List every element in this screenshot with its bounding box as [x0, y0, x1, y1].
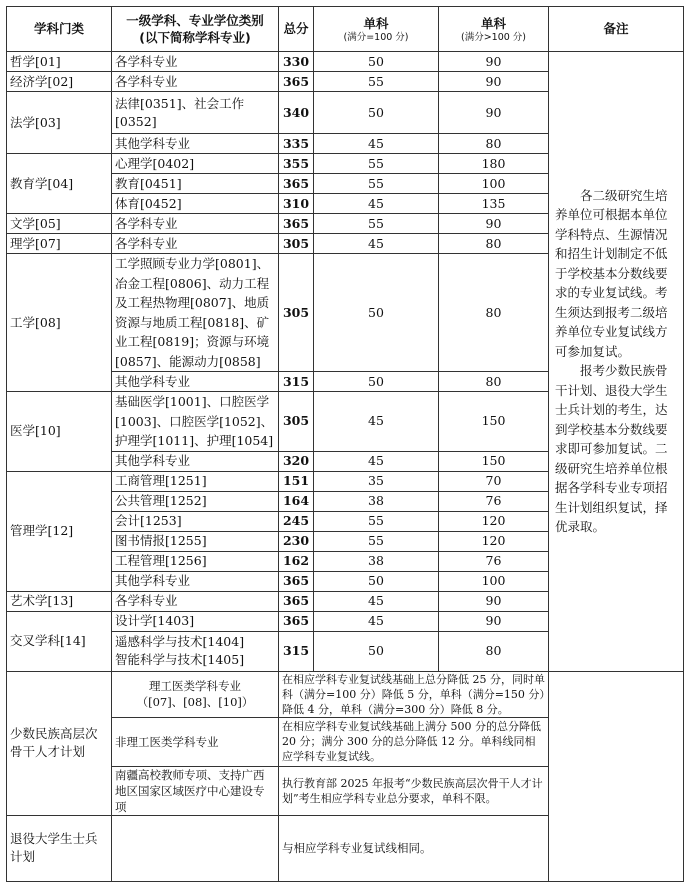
- single-100-cell: 45: [314, 134, 439, 154]
- total-cell: 365: [279, 214, 314, 234]
- major-cell: 教育[0451]: [112, 174, 279, 194]
- major-cell: 南疆高校教师专项、支持广西地区国家区域医疗中心建设专项: [112, 766, 279, 815]
- major-cell: 其他学科专业: [112, 571, 279, 591]
- major-cell: 体育[0452]: [112, 194, 279, 214]
- header-single-100: [314, 7, 439, 52]
- major-cell: 非理工医类学科专业: [112, 717, 279, 766]
- single-over-100-cell: 180: [439, 154, 549, 174]
- single-over-100-cell: 90: [439, 52, 549, 72]
- single-over-100-cell: 90: [439, 591, 549, 611]
- major-empty-cell: [112, 815, 279, 881]
- major-cell: 其他学科专业: [112, 134, 279, 154]
- header-row: [7, 7, 684, 52]
- single-100-cell: 55: [314, 214, 439, 234]
- single-100-cell: 50: [314, 92, 439, 134]
- header-major-line2: (以下简称学科专业): [139, 30, 251, 45]
- total-cell: 164: [279, 491, 314, 511]
- major-cell: 会计[1253]: [112, 511, 279, 531]
- total-cell: 355: [279, 154, 314, 174]
- category-cell: 工学[08]: [7, 254, 112, 392]
- rule-cell: 与相应学科专业复试线相同。: [279, 815, 549, 881]
- single-over-100-cell: 120: [439, 531, 549, 551]
- category-cell: 少数民族高层次骨干人才计划: [7, 671, 112, 815]
- single-100-cell: 35: [314, 471, 439, 491]
- header-category: 学科门类: [7, 7, 112, 52]
- category-cell: 文学[05]: [7, 214, 112, 234]
- total-cell: 315: [279, 631, 314, 671]
- header-single-100-main: 单科: [363, 15, 389, 31]
- single-100-cell: 45: [314, 194, 439, 214]
- major-cell: 各学科专业: [112, 591, 279, 611]
- single-over-100-cell: 120: [439, 511, 549, 531]
- total-cell: 305: [279, 392, 314, 452]
- header-single-over-100: [439, 7, 549, 52]
- major-cell: 设计学[1403]: [112, 611, 279, 631]
- header-single-over-100-sub: (满分>100 分): [460, 31, 527, 43]
- single-over-100-cell: 80: [439, 234, 549, 254]
- major-cell: 工商管理[1251]: [112, 471, 279, 491]
- header-major: [112, 7, 279, 52]
- single-100-cell: 55: [314, 531, 439, 551]
- header-total: 总分: [279, 7, 314, 52]
- major-cell: 基础医学[1001]、口腔医学 [1003]、口腔医学[1052]、 护理学[1011]、护理[1054]: [112, 392, 279, 452]
- total-cell: 365: [279, 611, 314, 631]
- total-cell: 245: [279, 511, 314, 531]
- single-100-cell: 55: [314, 72, 439, 92]
- single-100-cell: 55: [314, 154, 439, 174]
- total-cell: 151: [279, 471, 314, 491]
- header-major-line1: 一级学科、专业学位类别: [126, 13, 264, 28]
- category-cell: 交叉学科[14]: [7, 611, 112, 671]
- total-cell: 365: [279, 174, 314, 194]
- header-single-100-sub: (满分=100 分): [343, 31, 409, 43]
- rule-cell: 在相应学科专业复试线基础上总分降低 25 分，同时单科（满分=100 分）降低 5 分，单科（满分=150 分）降低 4 分，单科（满分=300 分）降低 8 分。: [279, 671, 549, 717]
- category-cell: 理学[07]: [7, 234, 112, 254]
- category-cell: 管理学[12]: [7, 471, 112, 591]
- single-100-cell: 45: [314, 234, 439, 254]
- category-cell: 艺术学[13]: [7, 591, 112, 611]
- major-cell: 遥感科学与技术[1404] 智能科学与技术[1405]: [112, 631, 279, 671]
- single-over-100-cell: 90: [439, 611, 549, 631]
- category-cell: 法学[03]: [7, 92, 112, 154]
- major-cell: 公共管理[1252]: [112, 491, 279, 511]
- single-over-100-cell: 80: [439, 134, 549, 154]
- single-over-100-cell: 80: [439, 372, 549, 392]
- total-cell: 365: [279, 571, 314, 591]
- remark-paragraph: 各二级研究生培养单位可根据本单位学科特点、生源情况和招生计划制定不低于学校基本分数线要求的专业复试线。考生须达到报考二级培养单位专业复试线方可参加复试。: [555, 187, 668, 359]
- single-over-100-cell: 135: [439, 194, 549, 214]
- header-remark: 备注: [549, 7, 684, 52]
- major-cell: 其他学科专业: [112, 372, 279, 392]
- major-cell: 各学科专业: [112, 72, 279, 92]
- major-cell: 各学科专业: [112, 234, 279, 254]
- total-cell: 162: [279, 551, 314, 571]
- category-cell: 退役大学生士兵计划: [7, 815, 112, 881]
- major-cell: 法律[0351]、社会工作 [0352]: [112, 92, 279, 134]
- total-cell: 230: [279, 531, 314, 551]
- total-cell: 315: [279, 372, 314, 392]
- category-cell: 教育学[04]: [7, 154, 112, 214]
- major-cell: 理工医类学科专业 （[07]、[08]、[10]）: [112, 671, 279, 717]
- major-cell: 各学科专业: [112, 52, 279, 72]
- category-cell: 哲学[01]: [7, 52, 112, 72]
- total-cell: 335: [279, 134, 314, 154]
- single-100-cell: 45: [314, 591, 439, 611]
- major-cell: 各学科专业: [112, 214, 279, 234]
- table-row: [7, 52, 684, 72]
- total-cell: 365: [279, 591, 314, 611]
- table-row: [7, 671, 684, 717]
- total-cell: 305: [279, 234, 314, 254]
- single-100-cell: 50: [314, 631, 439, 671]
- single-100-cell: 55: [314, 174, 439, 194]
- single-over-100-cell: 76: [439, 491, 549, 511]
- single-100-cell: 50: [314, 52, 439, 72]
- single-100-cell: 50: [314, 254, 439, 372]
- single-100-cell: 50: [314, 372, 439, 392]
- single-100-cell: 55: [314, 511, 439, 531]
- rule-cell: 在相应学科专业复试线基础上满分 500 分的总分降低 20 分；满分 300 分的总分降低 12 分。单科线同相应学科专业复试线。: [279, 717, 549, 766]
- total-cell: 330: [279, 52, 314, 72]
- single-100-cell: 45: [314, 392, 439, 452]
- major-cell: 图书情报[1255]: [112, 531, 279, 551]
- single-over-100-cell: 70: [439, 471, 549, 491]
- single-100-cell: 38: [314, 551, 439, 571]
- single-100-cell: 45: [314, 611, 439, 631]
- total-cell: 340: [279, 92, 314, 134]
- major-cell: 工程管理[1256]: [112, 551, 279, 571]
- single-over-100-cell: 150: [439, 451, 549, 471]
- major-cell: 工学照顾专业力学[0801]、 冶金工程[0806]、动力工程 及工程热物理[0807]、地质 资源与地质工程[0818]、矿 业工程[0819]；资源与环境 [0857]、能源动力[0858]: [112, 254, 279, 372]
- total-cell: 320: [279, 451, 314, 471]
- category-cell: 经济学[02]: [7, 72, 112, 92]
- total-cell: 365: [279, 72, 314, 92]
- single-over-100-cell: 76: [439, 551, 549, 571]
- major-cell: 心理学[0402]: [112, 154, 279, 174]
- remark-cell: [549, 52, 684, 672]
- remark-empty-cell: [549, 671, 684, 881]
- rule-cell: 执行教育部 2025 年报考“少数民族高层次骨干人才计划”考生相应学科专业总分要求，单科不限。: [279, 766, 549, 815]
- header-single-over-100-main: 单科: [480, 15, 506, 31]
- category-cell: 医学[10]: [7, 392, 112, 472]
- major-cell: 其他学科专业: [112, 451, 279, 471]
- remark-paragraph: 报考少数民族骨干计划、退役大学生士兵计划的考生，达到学校基本分数线要求即可参加复试。二级研究生培养单位根据各学科专业专项招生计划组织复试，择优录取。: [555, 363, 668, 535]
- total-cell: 305: [279, 254, 314, 372]
- single-over-100-cell: 100: [439, 571, 549, 591]
- single-100-cell: 50: [314, 571, 439, 591]
- single-over-100-cell: 90: [439, 214, 549, 234]
- total-cell: 310: [279, 194, 314, 214]
- admission-score-table: [6, 6, 684, 882]
- single-over-100-cell: 150: [439, 392, 549, 452]
- single-over-100-cell: 100: [439, 174, 549, 194]
- single-100-cell: 45: [314, 451, 439, 471]
- single-over-100-cell: 80: [439, 254, 549, 372]
- single-100-cell: 38: [314, 491, 439, 511]
- single-over-100-cell: 80: [439, 631, 549, 671]
- single-over-100-cell: 90: [439, 92, 549, 134]
- single-over-100-cell: 90: [439, 72, 549, 92]
